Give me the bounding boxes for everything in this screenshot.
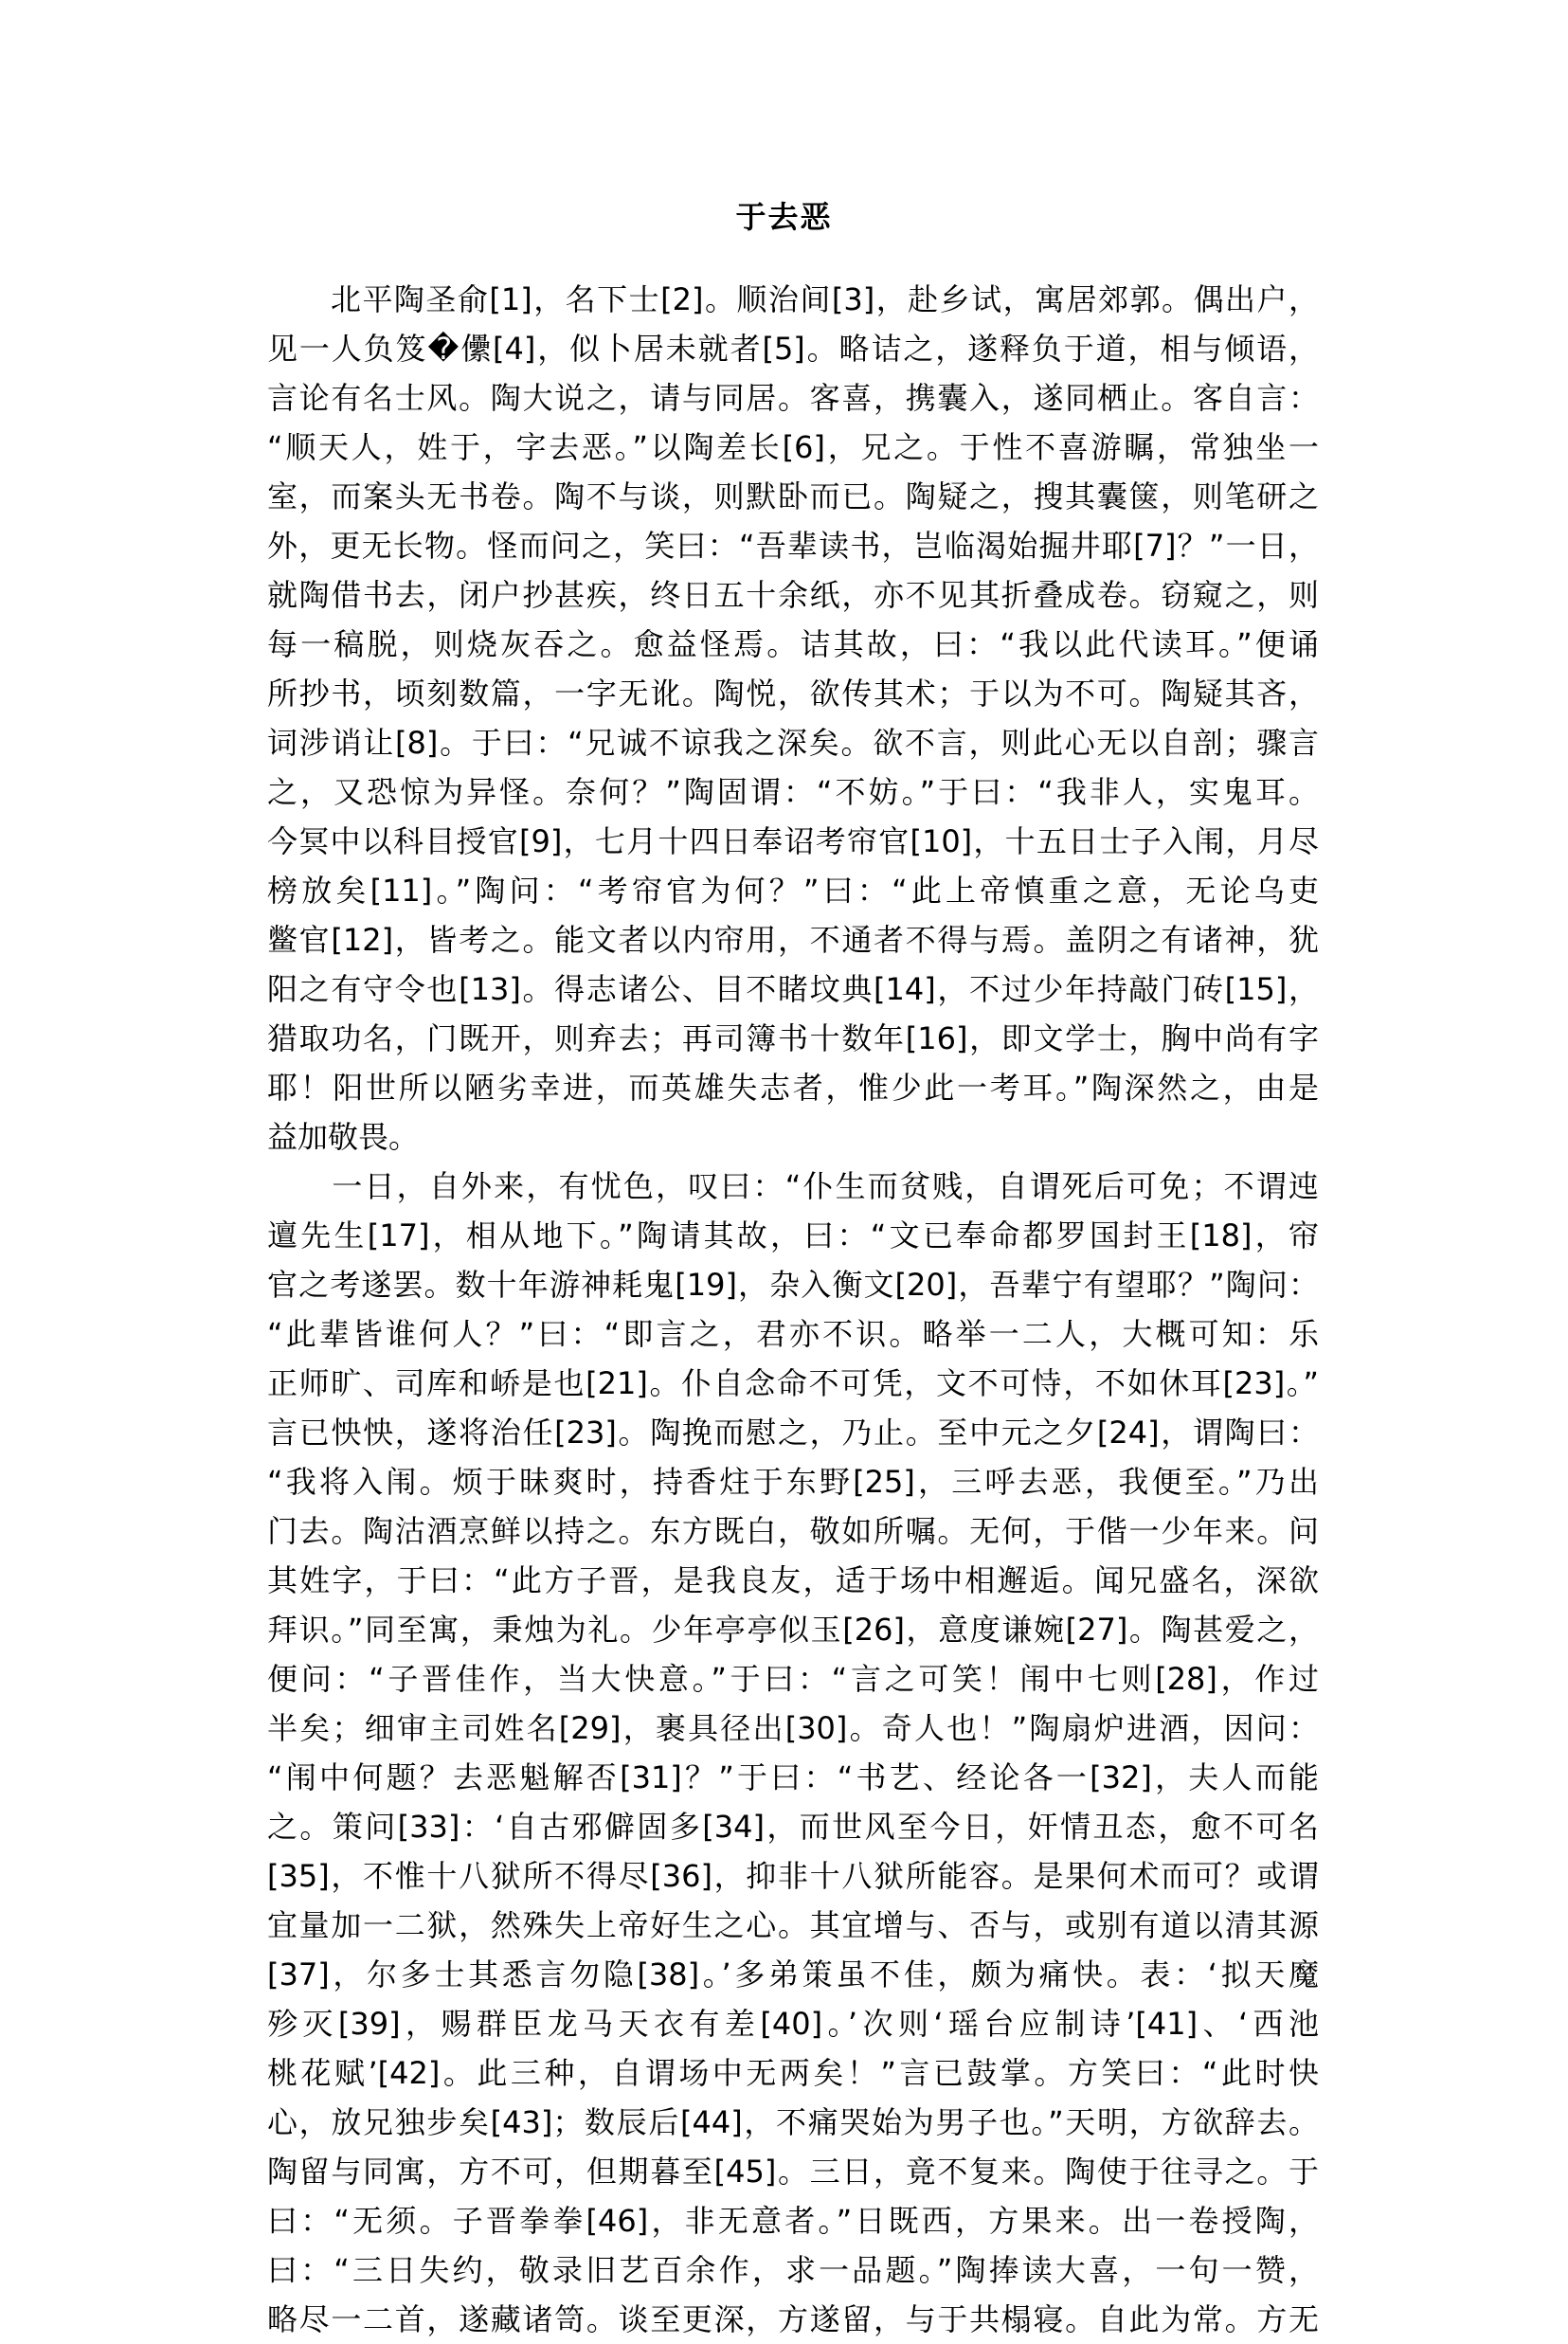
text-line: 邅先生[17]，相从地下。”陶请其故，曰：“文已奉命都罗国封王[18]，帘 — [267, 1217, 1319, 1253]
text-line: [35]，不惟十八狱所不得尽[36]，抑非十八狱所能容。是果何术而可？或谓 — [267, 1858, 1319, 1894]
text-line: 益加敬畏。 — [267, 1119, 420, 1155]
text-line: 其姓字，于曰：“此方子晋，是我良友，适于场中相邂逅。闻兄盛名，深欲 — [267, 1562, 1319, 1598]
text-line: 每一稿脱，则烧灰吞之。愈益怪焉。诘其故，曰：“我以此代读耳。”便诵 — [267, 626, 1319, 662]
text-line: 之，又恐惊为异怪。奈何？”陶固谓：“不妨。”于曰：“我非人，实鬼耳。 — [267, 774, 1319, 810]
text-line: 心，放兄独步矣[43]；数辰后[44]，不痛哭始为男子也。”天明，方欲辞去。 — [267, 2104, 1319, 2140]
text-line: 门去。陶沽酒烹鲜以持之。东方既白，敬如所嘱。无何，于偕一少年来。问 — [267, 1513, 1319, 1549]
text-line: 北平陶圣俞[1]，名下士[2]。顺治间[3]，赴乡试，寓居郊郭。偶出户， — [267, 281, 1319, 317]
text-line: 略尽一二首，遂藏诸笥。谈至更深，方遂留，与于共榻寝。自此为常。方无 — [267, 2301, 1319, 2337]
text-line: 殄灭[39]，赐群臣龙马天衣有差[40]。’次则‘瑶台应制诗’[41]、‘西池 — [267, 2006, 1319, 2042]
text-line: 耶！阳世所以陋劣幸进，而英雄失志者，惟少此一考耳。”陶深然之，由是 — [267, 1070, 1319, 1106]
text-line: 见一人负笈�儽[4]，似卜居未就者[5]。略诘之，遂释负于道，相与倾语， — [267, 331, 1319, 367]
text-line: “顺天人，姓于，字去恶。”以陶差长[6]，兄之。于性不喜游瞩，常独坐一 — [267, 429, 1319, 465]
document-title: 于去恶 — [735, 199, 833, 235]
text-line: 之。策问[33]：‘自古邪僻固多[34]，而世风至今日，奸情丑态，愈不可名 — [267, 1809, 1319, 1845]
text-line: 拜识。”同至寓，秉烛为礼。少年亭亭似玉[26]，意度谦婉[27]。陶甚爱之， — [267, 1612, 1319, 1648]
text-line: 今冥中以科目授官[9]，七月十四日奉诏考帘官[10]，十五日士子入闱，月尽 — [267, 823, 1319, 859]
text-line: 鳖官[12]，皆考之。能文者以内帘用，不通者不得与焉。盖阴之有诸神，犹 — [267, 922, 1319, 958]
text-line: 便问：“子晋佳作，当大快意。”于曰：“言之可笑！闱中七则[28]，作过 — [267, 1661, 1319, 1697]
text-line: 言已怏怏，遂将治任[23]。陶挽而慰之，乃止。至中元之夕[24]，谓陶曰： — [267, 1415, 1319, 1451]
text-line: 猎取功名，门既开，则弃去；再司簿书十数年[16]，即文学士，胸中尚有字 — [267, 1020, 1319, 1056]
text-line: 陶留与同寓，方不可，但期暮至[45]。三日，竟不复来。陶使于往寻之。于 — [267, 2154, 1319, 2190]
text-line: “此辈皆谁何人？”曰：“即言之，君亦不识。略举一二人，大概可知：乐 — [267, 1316, 1319, 1352]
text-line: 正师旷、司库和峤是也[21]。仆自念命不可凭，文不可恃，不如休耳[23]。” — [267, 1365, 1319, 1401]
text-line: 榜放矣[11]。”陶问：“考帘官为何？”曰：“此上帝慎重之意，无论乌吏 — [267, 873, 1319, 909]
text-line: 宜量加一二狱，然殊失上帝好生之心。其宜增与、否与，或别有道以清其源 — [267, 1907, 1319, 1943]
text-line: 室，而案头无书卷。陶不与谈，则默卧而已。陶疑之，搜其囊箧，则笔研之 — [267, 478, 1319, 514]
text-line: 一日，自外来，有忧色，叹曰：“仆生而贫贱，自谓死后可免；不谓迍 — [267, 1168, 1319, 1204]
text-line: 半矣；细审主司姓名[29]，裹具径出[30]。奇人也！”陶扇炉进酒，因问： — [267, 1710, 1319, 1746]
text-line: 阳之有守令也[13]。得志诸公、目不睹坟典[14]，不过少年持敲门砖[15]， — [267, 971, 1319, 1007]
text-line: “我将入闱。烦于昧爽时，持香炷于东野[25]，三呼去恶，我便至。”乃出 — [267, 1464, 1319, 1500]
document-body — [267, 275, 1319, 2344]
text-line: 所抄书，顷刻数篇，一字无讹。陶悦，欲传其术；于以为不可。陶疑其吝， — [267, 676, 1319, 712]
text-line: [37]，尔多士其悉言勿隐[38]。’多弟策虽不佳，颇为痛快。表：‘拟天魔 — [267, 1956, 1319, 1992]
text-line: “闱中何题？去恶魁解否[31]？”于曰：“书艺、经论各一[32]，夫人而能 — [267, 1759, 1319, 1795]
text-line: 曰：“三日失约，敬录旧艺百余作，求一品题。”陶捧读大喜，一句一赞， — [267, 2252, 1319, 2288]
text-line: 就陶借书去，闭户抄甚疾，终日五十余纸，亦不见其折叠成卷。窃窥之，则 — [267, 577, 1319, 613]
text-line: 桃花赋’[42]。此三种，自谓场中无两矣！”言已鼓掌。方笑曰：“此时快 — [267, 2055, 1319, 2091]
text-line: 言论有名士风。陶大说之，请与同居。客喜，携囊入，遂同栖止。客自言： — [267, 380, 1319, 416]
text-line: 曰：“无须。子晋拳拳[46]，非无意者。”日既西，方果来。出一卷授陶， — [267, 2203, 1319, 2239]
text-line: 外，更无长物。怪而问之，笑曰：“吾辈读书，岂临渴始掘井耶[7]？”一日， — [267, 528, 1319, 564]
text-line: 官之考遂罢。数十年游神耗鬼[19]，杂入衡文[20]，吾辈宁有望耶？”陶问： — [267, 1267, 1319, 1303]
text-line: 词涉诮让[8]。于曰：“兄诚不谅我之深矣。欲不言，则此心无以自剖；骤言 — [267, 725, 1319, 761]
